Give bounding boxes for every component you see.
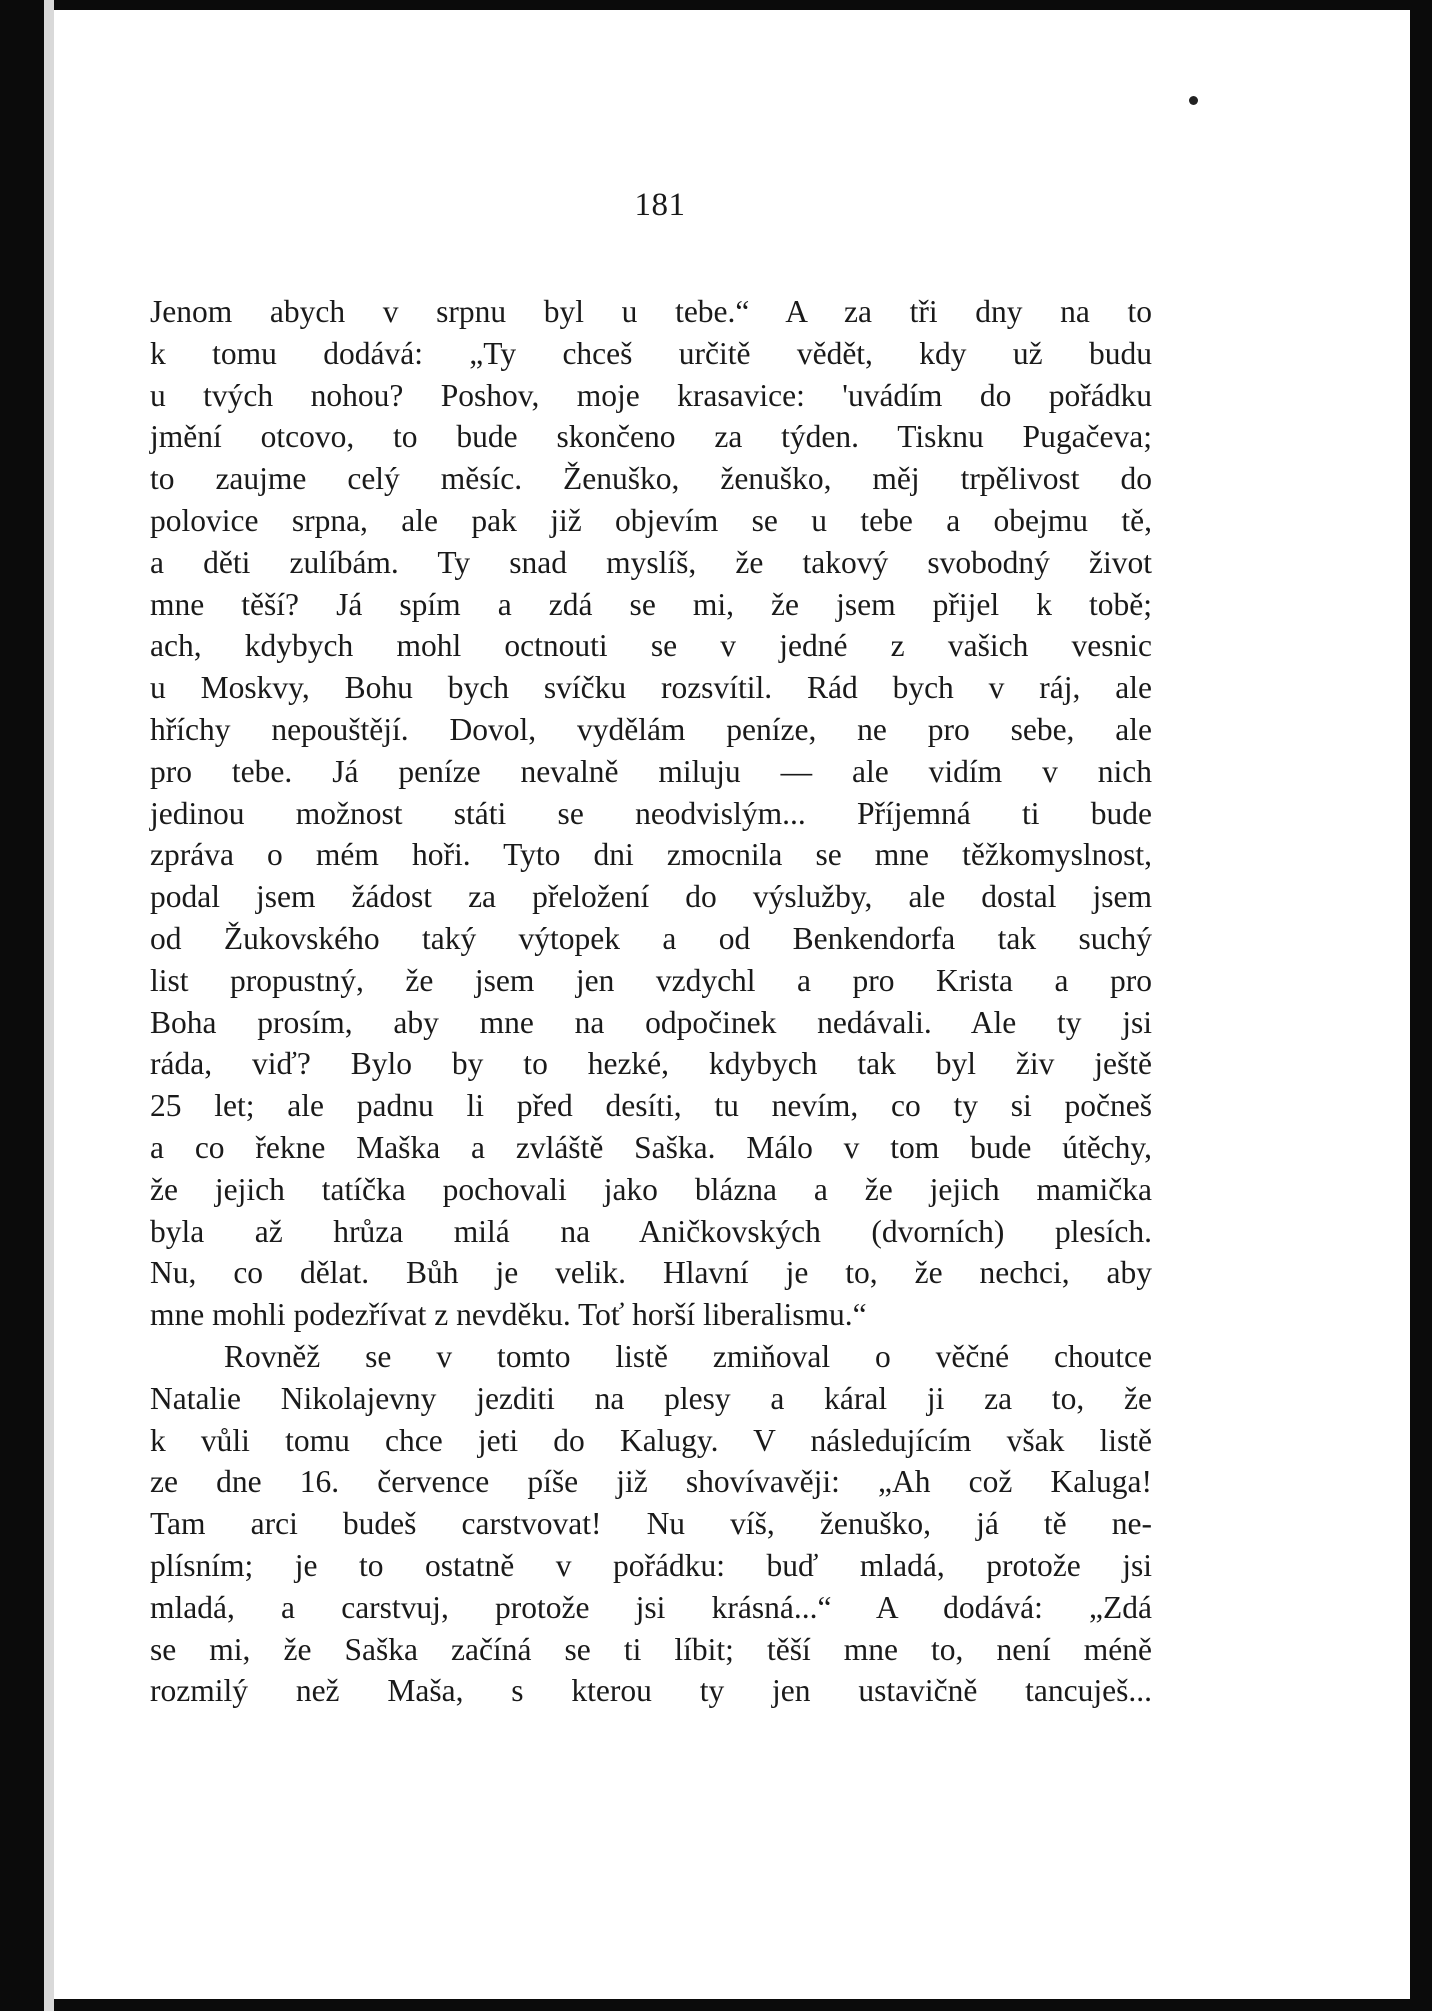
- text-line: u Moskvy, Bohu bych svíčku rozsvítil. Rád bych v ráj, ale: [150, 670, 1152, 706]
- ink-speck: [1189, 96, 1198, 105]
- text-line: Rovněž se v tomto listě zmiňoval o věčné choutce: [224, 1338, 1152, 1374]
- text-line: mladá, a carstvuj, protože jsi krásná...“ A dodává: „Zdá: [150, 1589, 1152, 1625]
- body-text: [150, 291, 1152, 1712]
- text-line: ze dne 16. července píše již shovívavěji: „Ah což Kaluga!: [150, 1464, 1152, 1500]
- text-line: mne těší? Já spím a zdá se mi, že jsem přijel k tobě;: [150, 586, 1152, 622]
- text-line: k vůli tomu chce jeti do Kalugy. V následujícím však listě: [150, 1422, 1152, 1458]
- text-line: se mi, že Saška začíná se ti líbit; těší mne to, není méně: [150, 1631, 1152, 1667]
- text-line: k tomu dodává: „Ty chceš určitě vědět, kdy už budu: [150, 335, 1152, 371]
- text-line: ráda, viď? Bylo by to hezké, kdybych tak byl živ ještě: [150, 1046, 1152, 1082]
- text-line: plísním; je to ostatně v pořádku: buď mladá, protože jsi: [150, 1547, 1152, 1583]
- text-line: byla až hrůza milá na Aničkovských (dvorních) plesích.: [150, 1213, 1152, 1249]
- text-line: 25 let; ale padnu li před desíti, tu nevím, co ty si počneš: [150, 1088, 1152, 1124]
- text-line: mne mohli podezřívat z nevděku. Toť horší liberalismu.“: [150, 1297, 867, 1333]
- text-line: polovice srpna, ale pak již objevím se u tebe a obejmu tě,: [150, 502, 1152, 538]
- text-line: Tam arci budeš carstvovat! Nu víš, ženuško, já tě ne-: [150, 1506, 1152, 1542]
- text-line: zpráva o mém hoři. Tyto dni zmocnila se mne těžkomyslnost,: [150, 837, 1152, 873]
- text-line: Natalie Nikolajevny jezditi na plesy a káral ji za to, že: [150, 1380, 1152, 1416]
- text-line: hříchy nepouštějí. Dovol, vydělám peníze, ne pro sebe, ale: [150, 711, 1152, 747]
- text-line: jmění otcovo, to bude skončeno za týden. Tisknu Pugačeva;: [150, 419, 1152, 455]
- text-line: rozmilý než Maša, s kterou ty jen ustavičně tancuješ...: [150, 1673, 1152, 1709]
- text-line: u tvých nohou? Poshov, moje krasavice: 'uvádím do pořádku: [150, 377, 1152, 413]
- text-line: a děti zulíbám. Ty snad myslíš, že takový svobodný život: [150, 544, 1152, 580]
- page-number: 181: [634, 187, 686, 223]
- text-line: Nu, co dělat. Bůh je velik. Hlavní je to, že nechci, aby: [150, 1255, 1152, 1291]
- text-line: list propustný, že jsem jen vzdychl a pro Krista a pro: [150, 962, 1152, 998]
- book-spine-shadow: [0, 0, 44, 2011]
- text-line: že jejich tatíčka pochovali jako blázna a že jejich mamička: [150, 1171, 1152, 1207]
- text-line: jedinou možnost státi se neodvislým... Příjemná ti bude: [150, 795, 1152, 831]
- text-line: pro tebe. Já peníze nevalně miluju — ale vidím v nich: [150, 753, 1152, 789]
- text-line: od Žukovského taký výtopek a od Benkendorfa tak suchý: [150, 920, 1152, 956]
- text-line: a co řekne Maška a zvláště Saška. Málo v tom bude útěchy,: [150, 1129, 1152, 1165]
- text-line: Boha prosím, aby mne na odpočinek nedávali. Ale ty jsi: [150, 1004, 1152, 1040]
- text-line: Jenom abych v srpnu byl u tebe.“ A za tři dny na to: [150, 294, 1152, 329]
- text-line: ach, kdybych mohl octnouti se v jedné z vašich vesnic: [150, 628, 1152, 664]
- text-line: to zaujme celý měsíc. Ženuško, ženuško, měj trpělivost do: [150, 461, 1152, 497]
- text-line: podal jsem žádost za přeložení do výslužby, ale dostal jsem: [150, 879, 1152, 915]
- page-gutter: [44, 0, 54, 2011]
